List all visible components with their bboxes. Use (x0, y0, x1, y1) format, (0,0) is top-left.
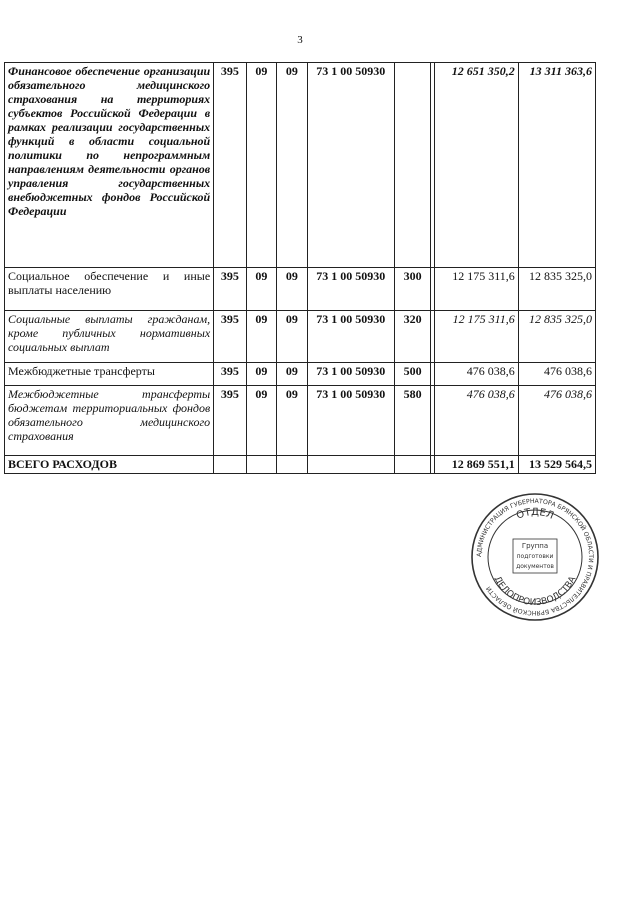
row-sum-2022: 12 651 350,2 (435, 63, 518, 268)
total-label: ВСЕГО РАСХОДОВ (5, 456, 214, 474)
row-code: 395 (214, 63, 246, 268)
row-subsection: 09 (277, 63, 307, 268)
department-stamp (469, 491, 601, 623)
stamp-dept-bottom: ДЕЛОПРОИЗВОДСТВА (491, 574, 579, 609)
row-section: 09 (246, 386, 276, 456)
row-name: Межбюджетные трансферты бюджетам территориальных фондов обязательного медицинского страхования (5, 386, 214, 456)
row-name: Социальные выплаты гражданам, кроме публичных нормативных социальных выплат (5, 311, 214, 363)
total-empty-cell (277, 456, 307, 474)
row-subsection: 09 (277, 311, 307, 363)
row-sum-2023: 12 835 325,0 (518, 268, 595, 311)
stamp-center-line1: Группа (521, 542, 549, 550)
row-name: Межбюджетные трансферты (5, 363, 214, 386)
row-section: 09 (246, 311, 276, 363)
table-row (5, 268, 596, 311)
page-number: 3 (297, 34, 303, 46)
row-type (394, 63, 431, 268)
row-target: 73 1 00 50930 (307, 311, 394, 363)
row-sum-2022: 476 038,6 (435, 363, 518, 386)
total-empty-cell (394, 456, 431, 474)
row-section: 09 (246, 63, 276, 268)
row-target: 73 1 00 50930 (307, 386, 394, 456)
row-sum-2022: 12 175 311,6 (435, 311, 518, 363)
total-empty-cell (246, 456, 276, 474)
total-empty-cell (214, 456, 246, 474)
row-target: 73 1 00 50930 (307, 63, 394, 268)
row-name: Социальное обеспечение и иные выплаты населению (5, 268, 214, 311)
total-row (5, 456, 596, 474)
row-target: 73 1 00 50930 (307, 268, 394, 311)
row-code: 395 (214, 363, 246, 386)
row-type: 300 (394, 268, 431, 311)
total-empty-cell (307, 456, 394, 474)
stamp-center-line3: документов (516, 563, 554, 570)
table-row (5, 363, 596, 386)
stamp-outer-text: АДМИНИСТРАЦИЯ ГУБЕРНАТОРА БРЯНСКОЙ ОБЛАСТИ И ПРАВИТЕЛЬСТВА БРЯНСКОЙ ОБЛАСТИ (475, 497, 595, 617)
row-type: 580 (394, 386, 431, 456)
row-code: 395 (214, 268, 246, 311)
table-row (5, 386, 596, 456)
total-sum-2022: 12 869 551,1 (435, 456, 518, 474)
row-subsection: 09 (277, 268, 307, 311)
row-sum-2023: 13 311 363,6 (518, 63, 595, 268)
row-code: 395 (214, 386, 246, 456)
row-code: 395 (214, 311, 246, 363)
row-type: 500 (394, 363, 431, 386)
row-sum-2023: 476 038,6 (518, 386, 595, 456)
row-sum-2022: 12 175 311,6 (435, 268, 518, 311)
expenditure-table (4, 62, 596, 474)
row-name: Финансовое обеспечение организации обязательного медицинского страхования на территориях субъектов Российской Федерации в рамках реализации государственных функций в области социальной политики по непрограммным направлениям деятельности органов управления государственных внебюджетных фондов Российской Федерации (5, 63, 214, 268)
table-row (5, 311, 596, 363)
table-row (5, 63, 596, 268)
stamp-center-line2: подготовки (516, 553, 554, 560)
row-subsection: 09 (277, 386, 307, 456)
row-sum-2022: 476 038,6 (435, 386, 518, 456)
row-section: 09 (246, 268, 276, 311)
total-sum-2023: 13 529 564,5 (518, 456, 595, 474)
row-type: 320 (394, 311, 431, 363)
row-target: 73 1 00 50930 (307, 363, 394, 386)
row-subsection: 09 (277, 363, 307, 386)
stamp-dept-top: ОТДЕЛ (514, 506, 556, 522)
row-sum-2023: 476 038,6 (518, 363, 595, 386)
row-section: 09 (246, 363, 276, 386)
row-sum-2023: 12 835 325,0 (518, 311, 595, 363)
